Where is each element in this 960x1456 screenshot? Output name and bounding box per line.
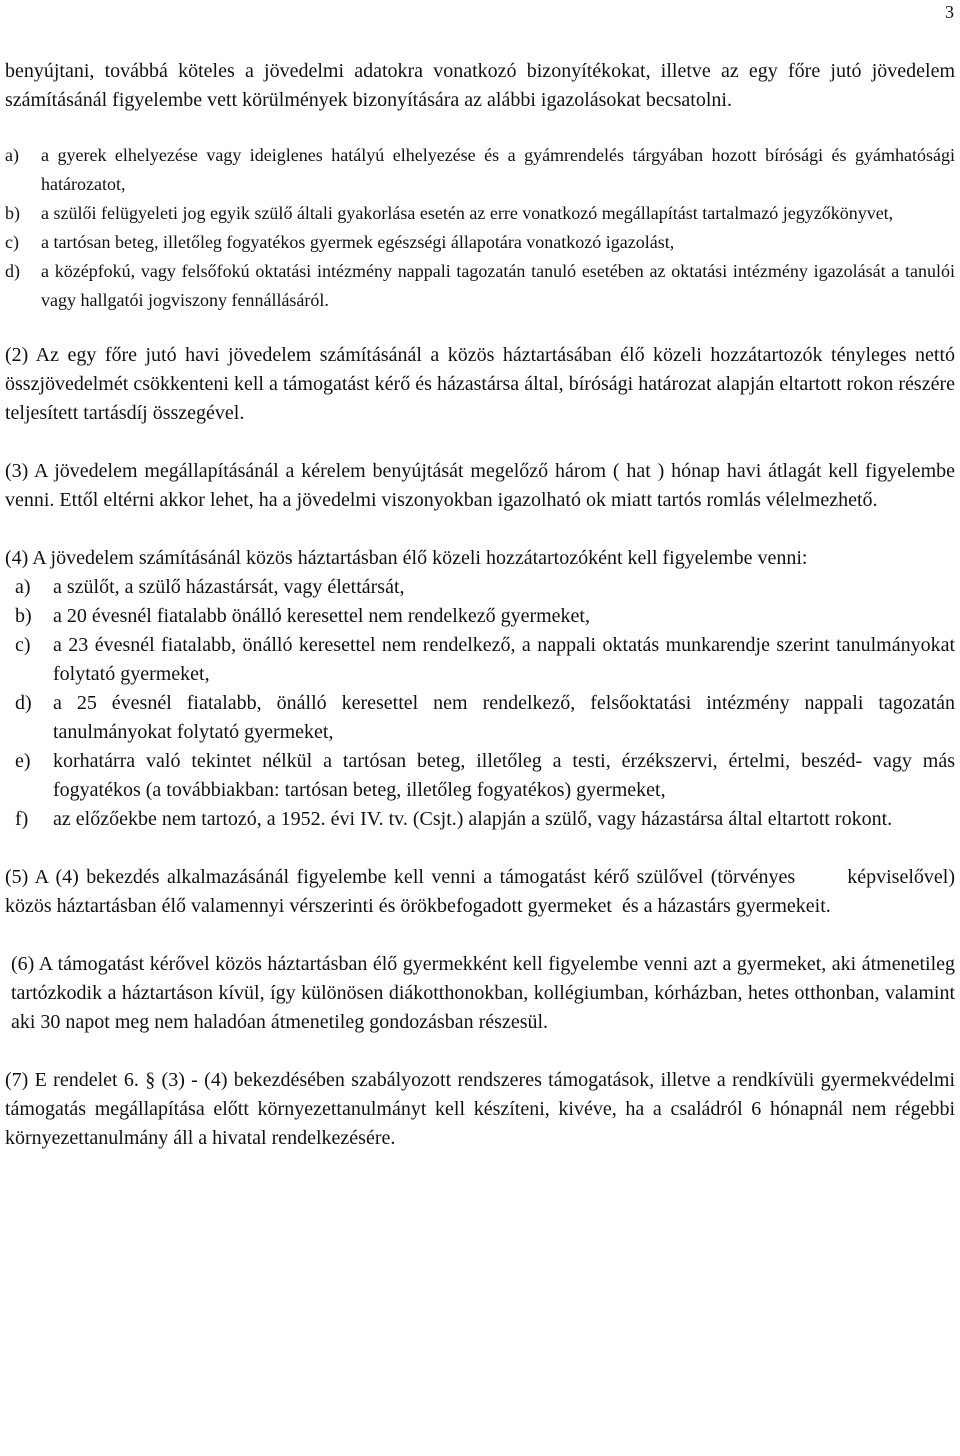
intro-paragraph: benyújtani, továbbá köteles a jövedelmi adatokra vonatkozó bizonyítékokat, illetve az egy főre jutó jövedelem számításánál figyelembe vett körülmények bizonyítására az alábbi igazolásokat becsatolni. [5,60,955,111]
paragraph-6: (6) A támogatást kérővel közös háztartásban élő gyermekként kell figyelembe venni azt a gyermeket, aki átmenetileg tartózkodik a háztartáson kívül, így különösen diákotthonokban, kollégiumban, kórházban, hetes otthonban, valamint aki 30 napot meg nem haladóan átmenetileg gondozásban részesül. [11,953,955,1033]
list-marker: d) [15,692,32,714]
list-item [5,257,955,315]
household-members-list [5,573,955,834]
list-item [5,631,955,689]
list-item-text: a gyerek elhelyezése vagy ideiglenes hatályú elhelyezése és a gyámrendelés tárgyában hozott bírósági és gyámhatósági határozatot, [41,145,955,194]
evidence-list [5,141,955,315]
list-item [5,747,955,805]
spacer [5,1037,955,1066]
spacer [5,515,955,544]
list-item [5,141,955,199]
list-marker: c) [15,634,31,656]
list-item-text: a 20 évesnél fiatalabb önálló keresettel nem rendelkező gyermeket, [53,605,590,627]
list-item [5,602,955,631]
paragraph-4: (4) A jövedelem számításánál közös háztartásban élő közeli hozzátartozóként kell figyelembe venni: [5,547,808,569]
list-item-text: a tartósan beteg, illetőleg fogyatékos gyermek egészségi állapotára vonatkozó igazolást, [41,232,675,252]
list-item-text: a szülőt, a szülő házastársát, vagy élettársát, [53,576,405,598]
spacer [5,834,955,863]
list-marker: f) [15,808,29,830]
paragraph-3: (3) A jövedelem megállapításánál a kérelem benyújtását megelőző három ( hat ) hónap havi átlagát kell figyelembe venni. Ettől eltérni akkor lehet, ha a jövedelmi viszonyokban igazolható ok miatt tartós romlás vélelmezhető. [5,460,955,511]
paragraph-7: (7) E rendelet 6. § (3) - (4) bekezdésében szabályozott rendszeres támogatások, illetve a rendkívüli gyermekvédelmi támogatás megállapítása előtt környezettanulmányt kell készíteni, kivéve, ha a családról 6 hónapnál nem régebbi környezettanulmány áll a hivatal rendelkezésére. [5,1069,955,1149]
paragraph-5: (5) A (4) bekezdés alkalmazásánál figyelembe kell venni a támogatást kérő szülővel (törvényes képviselővel) közös háztartásban élő valamennyi vérszerinti és örökbefogadott gyermeket és a házastárs gyermekeit. [5,866,960,917]
list-marker: e) [15,750,31,772]
list-marker: b) [15,605,32,627]
list-item-text: a középfokú, vagy felsőfokú oktatási intézmény nappali tagozatán tanuló esetében az oktatási intézmény igazolását a tanulói vagy hallgatói jogviszony fennállásáról. [41,261,955,310]
list-marker: c) [5,232,19,252]
list-item-text: korhatárra való tekintet nélkül a tartósan beteg, illetőleg a testi, érzékszervi, értelmi, beszéd- vagy más fogyatékos (a továbbiakban: tartósan beteg, illetőleg fogyatékos) gyermeket, [53,750,955,801]
list-item [5,573,955,602]
document-body [5,57,960,1153]
list-item-text: az előzőekbe nem tartozó, a 1952. évi IV. tv. (Csjt.) alapján a szülő, vagy házastársa által eltartott rokont. [53,808,893,830]
list-marker: d) [5,261,20,281]
spacer [5,115,955,141]
spacer [5,315,955,341]
spacer [5,921,955,950]
list-marker: b) [5,203,20,223]
paragraph-2: (2) Az egy főre jutó havi jövedelem számításánál a közös háztartásában élő közeli hozzátartozók tényleges nettó összjövedelmét csökkenteni kell a támogatást kérő és házastársa által, bírósági határozat alapján eltartott rokon részére teljesített tartásdíj összegével. [5,344,955,424]
list-item [5,199,955,228]
spacer [5,428,955,457]
page-number: 3 [945,2,954,22]
list-marker: a) [5,145,19,165]
list-item-text: a 23 évesnél fiatalabb, önálló keresettel nem rendelkező, a nappali oktatás munkarendje szerint tanulmányokat folytató gyermeket, [53,634,955,685]
list-item [5,805,955,834]
list-item-text: a 25 évesnél fiatalabb, önálló keresettel nem rendelkező, felsőoktatási intézmény nappali tagozatán tanulmányokat folytató gyermeket, [53,692,955,743]
list-item [5,689,955,747]
list-marker: a) [15,576,31,598]
list-item [5,228,955,257]
list-item-text: a szülői felügyeleti jog egyik szülő általi gyakorlása esetén az erre vonatkozó megállapítást tartalmazó jegyzőkönyvet, [41,203,894,223]
